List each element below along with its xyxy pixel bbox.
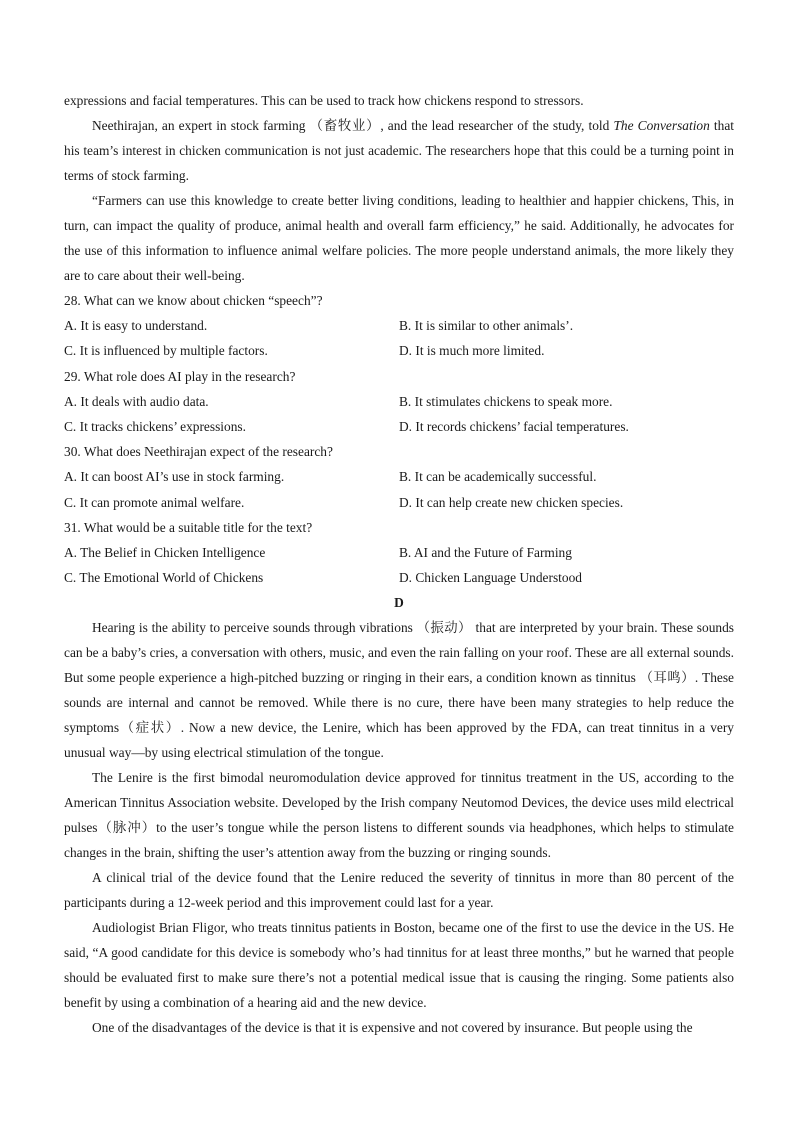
paragraph-text: Neethirajan, an expert in stock farming （畜牧业）, and the lead researcher of the study, told [92,118,614,133]
passage-d-paragraph-3: A clinical trial of the device found that the Lenire reduced the severity of tinnitus in more than 80 percent of the participants during a 12-week period and this improvement could last for a year. [64,870,734,911]
option-b: B. It can be academically successful. [399,469,597,485]
option-row [64,313,734,338]
option-c: C. It can promote animal welfare. [64,494,245,510]
option-row [64,338,734,363]
question-stem: 30. What does Neethirajan expect of the research? [64,444,333,460]
option-a: A. It deals with audio data. [64,393,209,409]
option-b: B. It is similar to other animals’. [399,318,574,334]
question-29 [64,364,734,440]
section-label: D [394,595,404,611]
option-a: A. It can boost AI’s use in stock farming. [64,469,285,485]
passage-c-paragraph-2 [64,113,734,188]
source-title: The Conversation [613,118,710,133]
option-row [64,389,734,414]
passage-d-paragraph-1: Hearing is the ability to perceive sounds through vibrations （振动） that are interpreted by your brain. These sounds can be a baby’s cries, a conversation with others, music, and even the rain falling on your roof. These are all external sounds. But some people experience a high-pitched buzzing or ringing in their ears, a condition known as tinnitus （耳鸣）. These sounds are internal and cannot be removed. While there is no cure, there have been many strategies to help reduce the symptoms（症状）. Now a new device, the Lenire, which has been approved by the FDA, can treat tinnitus in a very unusual way—by using electrical stimulation of the tongue. [64,620,734,761]
question-30 [64,439,734,515]
exam-body [64,88,734,1040]
question-stem: 28. What can we know about chicken “speech”? [64,293,323,308]
option-c: C. It tracks chickens’ expressions. [64,419,246,435]
option-row [64,414,734,439]
option-d: D. It is much more limited. [399,343,545,359]
passage-d-paragraph-5: One of the disadvantages of the device is that it is expensive and not covered by insurance. But people using the [92,1020,693,1036]
option-row [64,540,734,565]
option-b: B. It stimulates chickens to speak more. [399,393,613,409]
option-a: A. It is easy to understand. [64,318,208,334]
option-row [64,464,734,489]
option-c: C. It is influenced by multiple factors. [64,343,268,359]
passage-c-paragraph-1: expressions and facial temperatures. This can be used to track how chickens respond to stressors. [64,93,584,108]
option-row [64,490,734,515]
option-d: D. Chicken Language Understood [399,570,582,586]
option-c: C. The Emotional World of Chickens [64,570,264,586]
option-d: D. It can help create new chicken species. [399,494,624,510]
question-31 [64,515,734,591]
passage-d-paragraph-2: The Lenire is the first bimodal neuromodulation device approved for tinnitus treatment in the US, according to the American Tinnitus Association website. Developed by the Irish company Neutomod Devices, the device uses mild electrical pulses（脉冲）to the user’s tongue while the person listens to different sounds via headphones, which helps to stimulate changes in the brain, shifting the user’s attention away from the buzzing or ringing sounds. [64,770,734,861]
passage-c-paragraph-3: “Farmers can use this knowledge to create better living conditions, leading to healthier and happier chickens, This, in turn, can impact the quality of produce, animal health and overall farm efficiency,” he said. Additionally, he advocates for the use of this information to influence animal welfare policies. The more people understand animals, the more likely they are to care about their well-being. [64,193,734,283]
paragraph-text: that his team’s interest in chicken communication is not just academic. The researchers hope that this could be a turning point in terms of stock farming. [64,118,734,183]
option-b: B. AI and the Future of Farming [399,545,572,561]
option-row [64,565,734,590]
question-28 [64,288,734,364]
option-a: A. The Belief in Chicken Intelligence [64,545,266,561]
question-stem: 29. What role does AI play in the research? [64,368,296,384]
question-stem: 31. What would be a suitable title for the text? [64,519,313,535]
option-d: D. It records chickens’ facial temperatures. [399,419,629,435]
passage-d-paragraph-4: Audiologist Brian Fligor, who treats tinnitus patients in Boston, became one of the first to use the device in the US. He said, “A good candidate for this device is somebody who’s had tinnitus for at least three months,” but he warned that people should be evaluated first to make sure there’s not a potential medical issue that is causing the ringing. Some patients also benefit by using a combination of a hearing aid and the new device. [64,920,734,1011]
